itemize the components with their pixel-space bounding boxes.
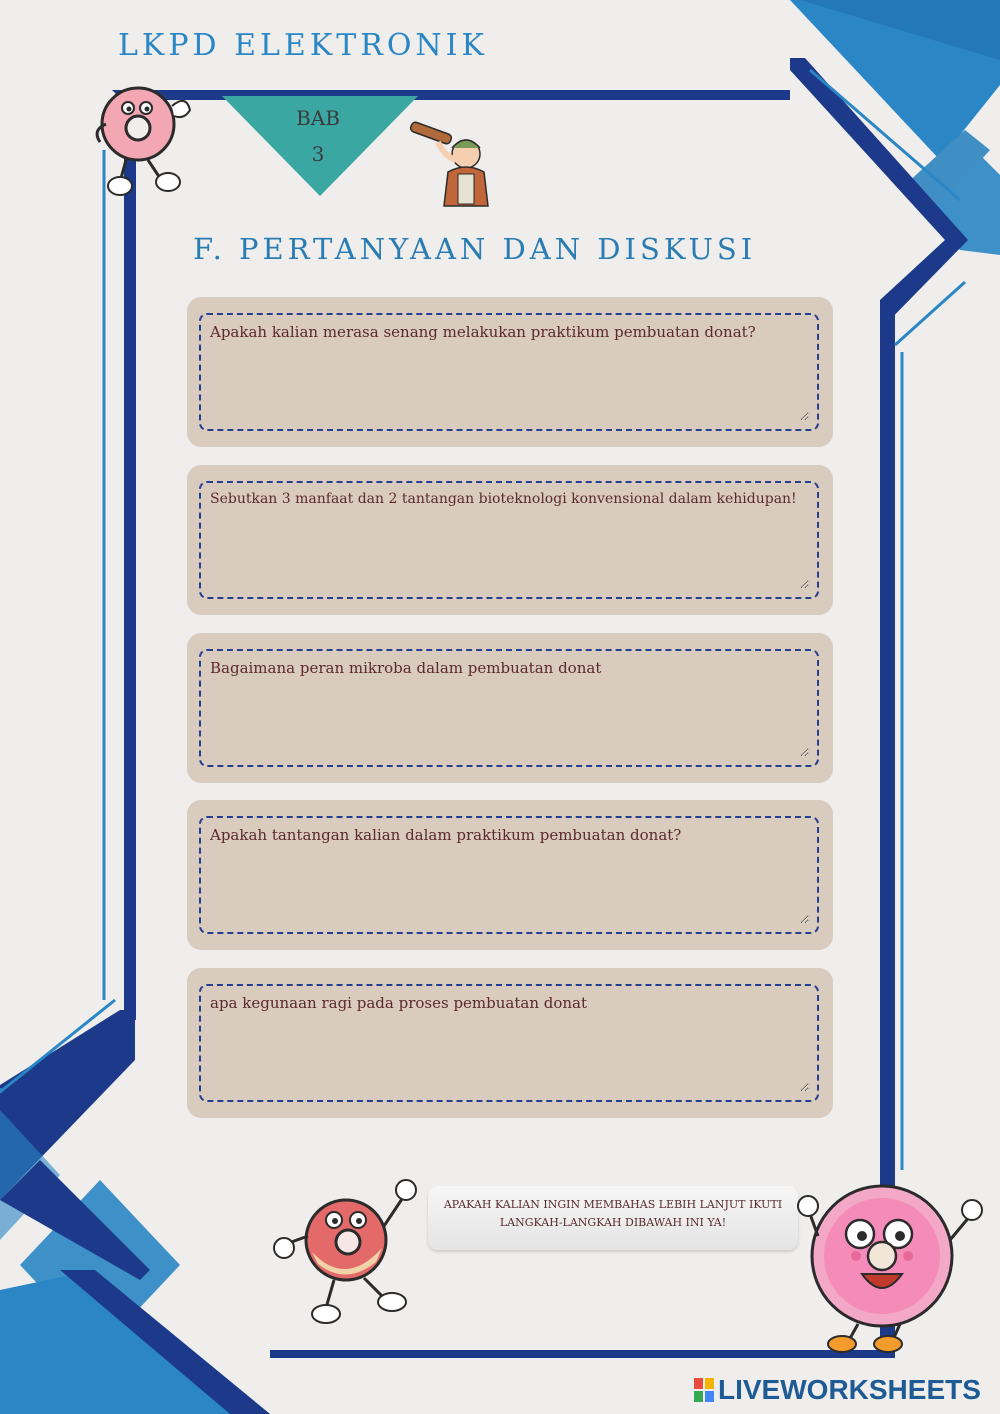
donut-mascot-icon bbox=[86, 76, 196, 200]
answer-input[interactable] bbox=[209, 1022, 809, 1092]
liveworksheets-logo-icon bbox=[694, 1378, 714, 1402]
donut-running-icon bbox=[268, 1176, 418, 1328]
question-text: Apakah kalian merasa senang melakukan praktikum pembuatan donat? bbox=[210, 323, 756, 341]
answer-input[interactable] bbox=[209, 687, 809, 757]
liveworksheets-brand[interactable]: LIVEWORKSHEETS bbox=[718, 1374, 981, 1405]
donut-waving-icon bbox=[796, 1176, 986, 1356]
question-text: Apakah tantangan kalian dalam praktikum pembuatan donat? bbox=[210, 826, 682, 844]
chapter-number: 3 bbox=[311, 142, 325, 166]
answer-box[interactable] bbox=[199, 816, 819, 934]
banner-text bbox=[428, 1196, 798, 1232]
answer-box[interactable] bbox=[199, 313, 819, 431]
banner-line-2: LANGKAH-LANGKAH DIBAWAH INI YA! bbox=[499, 1216, 727, 1229]
question-text: Sebutkan 3 manfaat dan 2 tantangan bioteknologi konvensional dalam kehidupan! bbox=[210, 491, 797, 507]
question-card bbox=[187, 465, 833, 615]
explorer-telescope-icon bbox=[408, 118, 500, 210]
section-title: F. PERTANYAAN DAN DISKUSI bbox=[193, 232, 757, 266]
question-card bbox=[187, 968, 833, 1118]
answer-input[interactable] bbox=[209, 351, 809, 421]
question-text: apa kegunaan ragi pada proses pembuatan donat bbox=[210, 994, 588, 1012]
answer-box[interactable] bbox=[199, 649, 819, 767]
question-card bbox=[187, 633, 833, 783]
answer-input[interactable] bbox=[209, 854, 809, 924]
follow-steps-banner bbox=[428, 1186, 798, 1250]
answer-input[interactable] bbox=[209, 519, 809, 589]
banner-line-1: APAKAH KALIAN INGIN MEMBAHAS LEBIH LANJUT IKUTI bbox=[443, 1198, 783, 1211]
question-card bbox=[187, 800, 833, 950]
question-text: Bagaimana peran mikroba dalam pembuatan donat bbox=[210, 659, 602, 677]
answer-box[interactable] bbox=[199, 984, 819, 1102]
question-card bbox=[187, 297, 833, 447]
chapter-word: BAB bbox=[296, 106, 340, 130]
document-title: LKPD ELEKTRONIK bbox=[118, 28, 488, 63]
chapter-label bbox=[268, 100, 368, 172]
answer-box[interactable] bbox=[199, 481, 819, 599]
